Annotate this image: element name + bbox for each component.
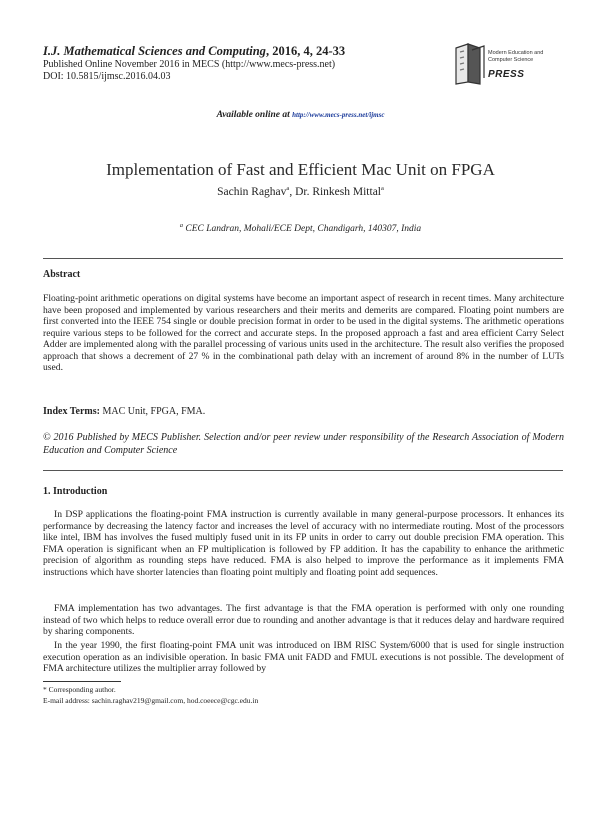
- divider: [43, 470, 563, 471]
- author-1-sup: a: [286, 185, 290, 193]
- journal-name: I.J. Mathematical Sciences and Computing: [43, 44, 266, 58]
- journal-url-link[interactable]: http://www.mecs-press.net/ijmsc: [292, 111, 385, 119]
- journal-issue: , 2016, 4, 24-33: [265, 44, 346, 58]
- paper-title: Implementation of Fast and Efficient Mac Unit on FPGA: [106, 160, 495, 179]
- logo-press: PRESS: [488, 69, 525, 80]
- index-terms: [43, 406, 205, 417]
- author-list: [0, 186, 601, 198]
- author-2-sup: a: [381, 185, 384, 193]
- publisher-logo-icon: [450, 38, 570, 88]
- journal-citation: [43, 45, 345, 58]
- affiliation-text: CEC Landran, Mohali/ECE Dept, Chandigarh, 140307, India: [183, 224, 422, 234]
- logo-text: Modern Education and Computer Science: [488, 50, 544, 63]
- footnote-corresponding: * Corresponding author.: [43, 685, 116, 694]
- affiliation-sup: a: [179, 221, 184, 229]
- affiliation: [0, 221, 601, 234]
- availability-label: Available online at: [216, 110, 293, 120]
- abstract-heading: Abstract: [43, 269, 81, 280]
- intro-paragraph-3: In the year 1990, the first floating-point FMA unit was introduced on IBM RISC System/6000 that is used for single instruction execution operation as an indivisible operation. In basic FMA unit FADD and FMUL executions is not possible. The development of FMA architecture utilizes the multiplier array followed by: [43, 640, 564, 674]
- abstract-text: Floating-point arithmetic operations on digital systems have become an important aspect of research in recent times. Many architecture have been proposed and implemented by various researchers and their merits and demerits are compared. Floating point numbers are first converted into the IEEE 754 single or double precision format in order to be used in the digital systems. The arithmetic operations require various steps to be followed for the correct and accurate steps. In the proposed approach a fast and area efficient Carry Select Adder are implemented along with the parallel processing of various units used in the architecture. The result also verifies the proposed approach that shows a decrement of 27 % in the combinational path delay with an increment of around 8% in the number of LUTs used.: [43, 293, 564, 373]
- intro-paragraph-1: In DSP applications the floating-point FMA instruction is currently available in many general-purpose processors. It enhances its performance by decreasing the latency factor and increases the level of accuracy with no intermediate routing. Most of the processors like intel, IBM has involves the fused multiply fused unit in its FP units in order to carry out double precision FMA operation. This FMA operation is significant when an FP multiplication is followed by FP addition. It has the capability to enhance the arithmetic precision of algorithm as rounding steps have reduced. FMA is also helped to improve the performance as it implements FMA instructions which have shorter latencies than floating point multiply and floating point add sequences.: [43, 509, 564, 578]
- index-terms-label: Index Terms:: [43, 406, 100, 417]
- doi-line: DOI: 10.5815/ijmsc.2016.04.03: [43, 71, 171, 82]
- divider: [43, 258, 563, 259]
- footnote-email: E-mail address: sachin.raghav219@gmail.com, hod.coeece@cgc.edu.in: [43, 696, 259, 705]
- index-terms-text: MAC Unit, FPGA, FMA.: [99, 406, 206, 417]
- author-1: Sachin Raghav: [217, 186, 287, 198]
- copyright-notice: © 2016 Published by MECS Publisher. Selection and/or peer review under responsibility of the Research Association of Modern Education and Computer Science: [43, 432, 564, 456]
- footnote-rule: [43, 681, 121, 682]
- section-heading: 1. Introduction: [43, 486, 108, 497]
- availability-line: [0, 110, 601, 120]
- published-line: Published Online November 2016 in MECS (http://www.mecs-press.net): [43, 59, 336, 70]
- intro-paragraph-2: FMA implementation has two advantages. The first advantage is that the FMA operation is performed with only one rounding instead of two which helps to reduce overall error due to rounding and another advantage is that it reduces delay and hardware required by sharing components.: [43, 603, 564, 637]
- author-2: , Dr. Rinkesh Mittal: [289, 186, 381, 198]
